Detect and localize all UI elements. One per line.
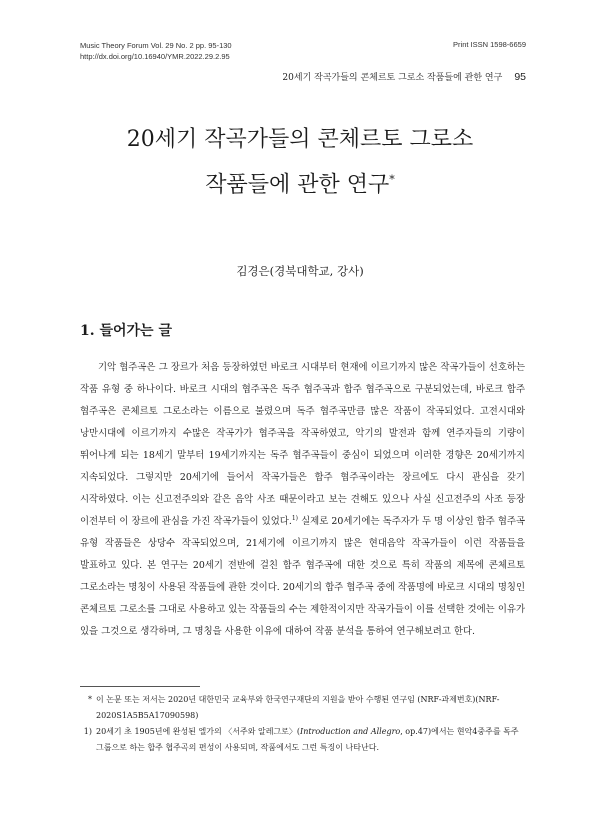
title-line-2-text: 작품들에 관한 연구: [205, 172, 390, 198]
page-number: 95: [514, 71, 526, 83]
body-text-part-1: 기악 협주곡은 그 장르가 처음 등장하였던 바로크 시대부터 현재에 이르기까지 많은 작곡가들이 선호하는 작품 유형 중 하나이다. 바로크 시대의 협주곡은 독주 협주곡과 합주 협주곡으로 구분되었는데, 바로크 합주 협주곡은 콘체르토 그로소라는 이름으로 불렸으며 독주 협주곡만큼 많은 작품이 작곡되었다. 고전시대와 낭만시대에 이르기까지 수많은 작곡가가 협주곡을 작곡하였고, 악기의 발전과 함께 연주자들의 기량이 뛰어나게 되는 18세기 말부터 19세기까지는 독주 협주곡들이 중심이 되었으며 이러한 경향은 20세기까지 지속되었다. 그렇지만 20세기에 들어서 작곡가들은 합주 협주곡이라는 장르에도 다시 관심을 갖기 시작하였다. 이는 신고전주의와 같은 음악 사조 때문이라고 보는 견해도 있으나 사실 신고전주의 사조 등장 이전부터 이 장르에 관심을 가진 작곡가들이 있었다.: [80, 362, 525, 527]
title-line-1: 20세기 작곡가들의 콘체르토 그로소: [126, 127, 474, 152]
author-affiliation: 김경은(경북대학교, 강사): [236, 264, 364, 278]
footnote-text: 이 논문 또는 저서는 2020년 대한민국 교육부와 한국연구재단의 지원을 받아 수행된 연구임 (NRF-과제번호)(NRF-2020S1A5B5A17090598): [96, 695, 500, 720]
footnote-text: [96, 724, 525, 755]
issn: Print ISSN 1598-6659: [453, 40, 526, 49]
footnote-text-after: , op.47)에서는 현악4중주를 독주 그룹으로 하는 합주 협주곡의 편성이 사용되며, 작품에서도 그런 특징이 나타난다.: [96, 727, 519, 752]
paper-title: [0, 120, 600, 205]
running-head: [282, 70, 526, 83]
section-heading: 1. 들어가는 글: [80, 323, 172, 339]
footnote-mark: 1): [83, 727, 92, 736]
title-line-2: [0, 160, 600, 205]
footnote-mark: *: [88, 695, 92, 704]
footnote-item: [80, 692, 525, 723]
running-title: 20세기 작곡가들의 콘체르토 그로소 작품들에 관한 연구: [282, 73, 503, 83]
body-text-part-2: 실제로 20세기에는 독주자가 두 명 이상인 합주 협주곡 유형 작품들은 상당수 작곡되었으며, 21세기에 이르기까지 많은 현대음악 작곡가들이 이런 작품들을 발표하고 있다. 본 연구는 20세기 전반에 걸친 합주 협주곡에 대한 것으로 특히 작품의 제목에 콘체르토 그로소라는 명칭이 사용된 작품들에 관한 것이다. 20세기의 합주 협주곡 중에 작품명에 바로크 시대의 명칭인 콘체르토 그로소를 그대로 사용하고 있는 작품들의 수는 제한적이지만 작곡가들이 이를 선택한 것에는 이유가 있을 그것으로 생각하며, 그 명칭을 사용한 이유에 대하여 작품 분석을 통하여 연구해보려고 한다.: [80, 516, 525, 637]
doi-link[interactable]: http://dx.doi.org/10.16940/YMR.2022.29.2.95: [80, 52, 230, 61]
footnote-work-title: Introduction and Allegro: [300, 727, 401, 736]
journal-citation: Music Theory Forum Vol. 29 No. 2 pp. 95-130: [80, 41, 232, 50]
footnote-item: [80, 724, 525, 755]
title-footnote-marker[interactable]: *: [389, 173, 395, 186]
body-paragraph: [80, 357, 525, 643]
footnotes: [80, 692, 525, 756]
footnote-divider: [80, 686, 200, 687]
journal-meta: [80, 40, 232, 62]
footnote-text-before: 20세기 초 1905년에 완성된 엘가의 〈서주와 알레그로〉(: [96, 727, 301, 736]
footnote-ref-1[interactable]: 1): [291, 514, 298, 522]
